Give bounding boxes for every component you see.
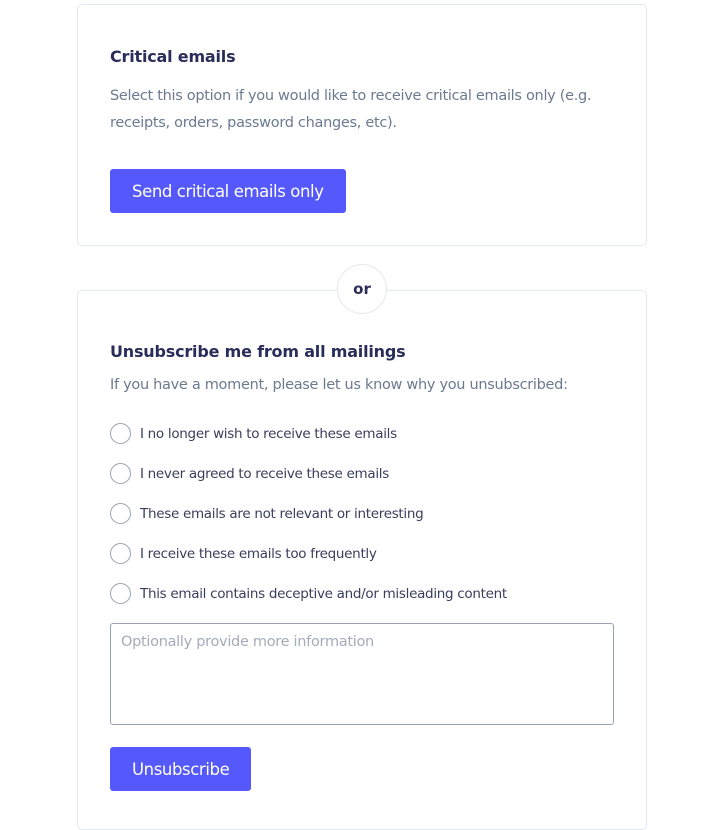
- reason-radio-5[interactable]: [110, 583, 507, 604]
- reason-radio-1[interactable]: [110, 423, 397, 444]
- radio-circle-icon[interactable]: [110, 503, 131, 524]
- reason-radio-4[interactable]: [110, 543, 377, 564]
- radio-circle-icon[interactable]: [110, 583, 131, 604]
- reason-label: This email contains deceptive and/or misleading content: [140, 585, 507, 602]
- reason-label: These emails are not relevant or interesting: [140, 505, 424, 522]
- reason-radio-2[interactable]: [110, 463, 389, 484]
- critical-emails-description: Select this option if you would like to receive critical emails only (e.g. receipts, orders, password changes, etc).: [110, 88, 592, 131]
- reason-radio-3[interactable]: [110, 503, 423, 524]
- radio-circle-icon[interactable]: [110, 463, 131, 484]
- unsubscribe-title: Unsubscribe me from all mailings: [110, 342, 406, 361]
- critical-emails-card: [77, 4, 647, 246]
- critical-emails-title: Critical emails: [110, 47, 236, 66]
- radio-circle-icon[interactable]: [110, 423, 131, 444]
- unsubscribe-prompt: If you have a moment, please let us know why you unsubscribed:: [110, 377, 568, 393]
- unsubscribe-card: [77, 290, 647, 830]
- reason-label: I no longer wish to receive these emails: [140, 425, 397, 442]
- radio-circle-icon[interactable]: [110, 543, 131, 564]
- reason-label: I receive these emails too frequently: [140, 545, 377, 562]
- unsubscribe-button[interactable]: Unsubscribe: [110, 747, 251, 791]
- reason-label: I never agreed to receive these emails: [140, 465, 389, 482]
- or-separator: or: [337, 264, 387, 314]
- send-critical-emails-button[interactable]: Send critical emails only: [110, 169, 346, 213]
- more-information-textarea[interactable]: [110, 623, 614, 725]
